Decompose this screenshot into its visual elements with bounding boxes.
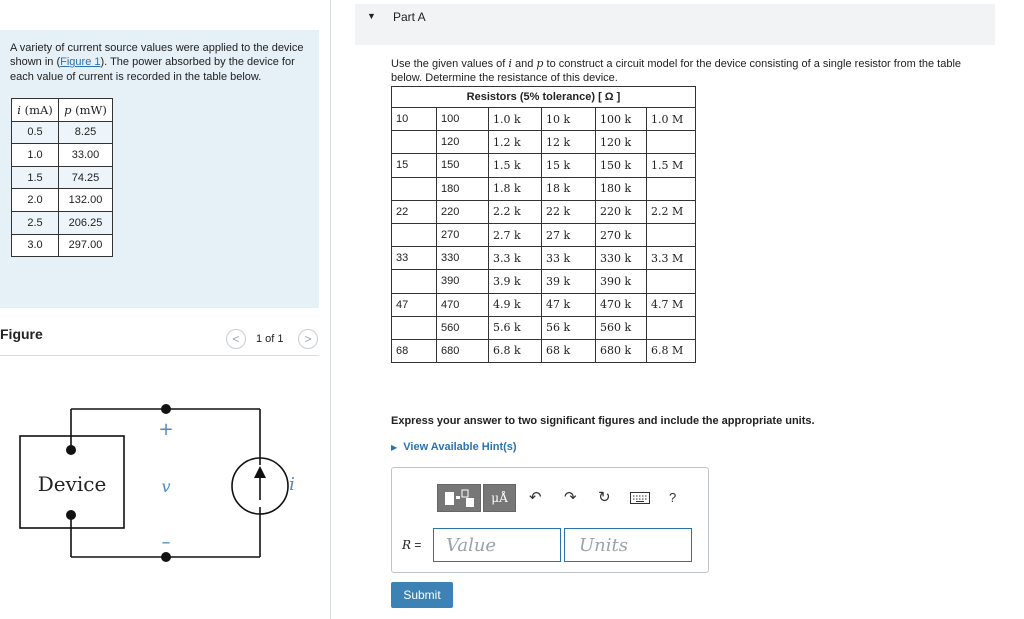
problem-text-after: ). The power absorbed by the device for each value of current is recorded in the table below.: [10, 56, 295, 83]
help-button[interactable]: ?: [669, 490, 677, 505]
resistor-cell: [647, 270, 696, 293]
problem-text-before: A variety of current source values were applied to the device shown in (: [10, 42, 304, 69]
chevron-left-icon: <: [232, 332, 240, 346]
resistor-cell: 39 k: [542, 270, 596, 293]
voltage-label: v: [161, 477, 171, 496]
resistor-cell: 330 k: [596, 247, 647, 270]
resistor-cell: [647, 316, 696, 339]
resistor-cell: 56 k: [542, 316, 596, 339]
units-input[interactable]: [564, 528, 692, 562]
resistor-cell: 120 k: [596, 131, 647, 154]
table-row: [392, 154, 696, 177]
resistor-cell: 15 k: [542, 154, 596, 177]
submit-button[interactable]: Submit: [391, 582, 453, 608]
resistor-cell: 15: [392, 154, 437, 177]
header-power: p (mW): [59, 99, 113, 122]
figure-label: Figure: [0, 326, 43, 342]
resistor-cell: 1.5 k: [489, 154, 542, 177]
resistor-cell: 1.0 M: [647, 108, 696, 131]
caret-down-icon[interactable]: ▼: [367, 11, 376, 21]
resistor-cell: 560 k: [596, 316, 647, 339]
resistor-cell: 270 k: [596, 223, 647, 246]
resistor-cell: 330: [437, 247, 489, 270]
power-cell: 132.00: [59, 189, 113, 212]
templates-button[interactable]: [437, 484, 481, 512]
resistor-table: [391, 86, 696, 363]
resistor-cell: 180: [437, 177, 489, 200]
part-a-header[interactable]: [355, 4, 995, 45]
resistor-cell: 680: [437, 339, 489, 362]
resistor-cell: 47: [392, 293, 437, 316]
arrow-up-icon: [254, 466, 266, 478]
table-row: [12, 211, 113, 234]
power-cell: 8.25: [59, 121, 113, 144]
resistor-cell: 4.7 M: [647, 293, 696, 316]
resistor-cell: 2.2 M: [647, 200, 696, 223]
part-a-title[interactable]: Part A: [393, 10, 426, 24]
reset-button[interactable]: ↻: [598, 489, 611, 506]
current-cell: 1.5: [12, 166, 59, 189]
hints-label: View Available Hint(s): [403, 441, 517, 453]
resistor-cell: 27 k: [542, 223, 596, 246]
figure-page-count: 1 of 1: [256, 333, 284, 345]
current-cell: 0.5: [12, 121, 59, 144]
resistor-cell: [392, 131, 437, 154]
current-cell: 2.0: [12, 189, 59, 212]
resistor-cell: [647, 131, 696, 154]
resistor-cell: 10 k: [542, 108, 596, 131]
resistor-cell: 68 k: [542, 339, 596, 362]
chevron-right-icon: >: [304, 332, 312, 346]
resistor-cell: 18 k: [542, 177, 596, 200]
header-current: i (mA): [12, 99, 59, 122]
resistor-cell: 470: [437, 293, 489, 316]
resistor-cell: 22 k: [542, 200, 596, 223]
figure-link[interactable]: Figure 1: [60, 56, 101, 69]
current-label: i: [289, 474, 295, 495]
keyboard-icon: [630, 491, 650, 505]
table-row: [392, 247, 696, 270]
resistor-cell: 33: [392, 247, 437, 270]
power-cell: 206.25: [59, 211, 113, 234]
table-row: [12, 234, 113, 257]
resistor-cell: 270: [437, 223, 489, 246]
resistor-cell: 390 k: [596, 270, 647, 293]
resistor-cell: 1.8 k: [489, 177, 542, 200]
device-label: Device: [37, 472, 107, 496]
caret-right-icon: ▶: [391, 443, 398, 452]
resistor-cell: 6.8 k: [489, 339, 542, 362]
data-table: [11, 98, 113, 257]
table-row: [392, 316, 696, 339]
resistor-cell: [392, 177, 437, 200]
resistor-cell: 1.0 k: [489, 108, 542, 131]
table-row: [12, 144, 113, 167]
device-terminal-bottom: [66, 510, 76, 520]
next-figure-button[interactable]: [298, 329, 318, 349]
prev-figure-button[interactable]: [226, 329, 246, 349]
resistor-cell: 560: [437, 316, 489, 339]
resistor-cell: 390: [437, 270, 489, 293]
figure-divider: [0, 355, 319, 356]
current-cell: 3.0: [12, 234, 59, 257]
resistor-cell: 33 k: [542, 247, 596, 270]
keyboard-button[interactable]: [630, 491, 650, 508]
data-table-header-row: [12, 99, 113, 122]
power-cell: 33.00: [59, 144, 113, 167]
resistor-cell: 47 k: [542, 293, 596, 316]
node-bottom: [161, 552, 171, 562]
units-symbol-button[interactable]: μÅ: [483, 484, 516, 512]
resistor-cell: 3.3 M: [647, 247, 696, 270]
resistor-cell: 22: [392, 200, 437, 223]
resistor-cell: 220 k: [596, 200, 647, 223]
resistor-cell: 68: [392, 339, 437, 362]
table-row: [392, 200, 696, 223]
resistor-cell: 3.9 k: [489, 270, 542, 293]
table-row: [392, 223, 696, 246]
instructions: Use the given values of i and p to construct a circuit model for the device consisting of a single resistor from the table below. Determine the resistance of this device.: [391, 57, 962, 84]
resistor-cell: 5.6 k: [489, 316, 542, 339]
table-row: [392, 108, 696, 131]
panel-divider: [330, 0, 331, 619]
resistor-cell: 2.7 k: [489, 223, 542, 246]
resistor-cell: 1.5 M: [647, 154, 696, 177]
resistor-cell: 1.2 k: [489, 131, 542, 154]
table-row: [12, 189, 113, 212]
template-icon: [438, 485, 482, 513]
resistor-cell: [392, 223, 437, 246]
table-row: [392, 339, 696, 362]
resistor-cell: 100 k: [596, 108, 647, 131]
problem-statement: [10, 41, 306, 84]
value-input[interactable]: [433, 528, 561, 562]
resistor-cell: [647, 177, 696, 200]
resistor-cell: 120: [437, 131, 489, 154]
redo-button[interactable]: ↷: [564, 489, 577, 506]
undo-button[interactable]: ↶: [529, 489, 542, 506]
resistor-cell: [647, 223, 696, 246]
power-cell: 74.25: [59, 166, 113, 189]
resistor-cell: 6.8 M: [647, 339, 696, 362]
resistor-cell: [392, 270, 437, 293]
resistor-cell: 10: [392, 108, 437, 131]
resistor-cell: 3.3 k: [489, 247, 542, 270]
resistor-cell: 150: [437, 154, 489, 177]
circuit-diagram: [0, 390, 320, 570]
table-row: [392, 270, 696, 293]
resistor-cell: 2.2 k: [489, 200, 542, 223]
express-instruction: Express your answer to two significant figures and include the appropriate units.: [391, 415, 815, 427]
resistor-cell: 180 k: [596, 177, 647, 200]
plus-sign: +: [158, 419, 174, 440]
resistor-cell: 470 k: [596, 293, 647, 316]
minus-sign: –: [161, 532, 171, 553]
power-cell: 297.00: [59, 234, 113, 257]
table-row: [392, 131, 696, 154]
resistor-cell: 12 k: [542, 131, 596, 154]
resistor-cell: 100: [437, 108, 489, 131]
current-cell: 2.5: [12, 211, 59, 234]
table-row: [392, 293, 696, 316]
resistor-cell: 4.9 k: [489, 293, 542, 316]
resistor-table-header-row: [392, 87, 696, 108]
table-row: [392, 177, 696, 200]
table-row: [12, 121, 113, 144]
node-top: [161, 404, 171, 414]
resistor-table-header: Resistors (5% tolerance) [ Ω ]: [392, 87, 696, 108]
device-terminal-top: [66, 445, 76, 455]
current-cell: 1.0: [12, 144, 59, 167]
view-hints-link[interactable]: [391, 441, 517, 453]
resistor-cell: 150 k: [596, 154, 647, 177]
table-row: [12, 166, 113, 189]
resistor-cell: 680 k: [596, 339, 647, 362]
resistor-cell: [392, 316, 437, 339]
answer-label: R =: [402, 538, 422, 552]
resistor-cell: 220: [437, 200, 489, 223]
